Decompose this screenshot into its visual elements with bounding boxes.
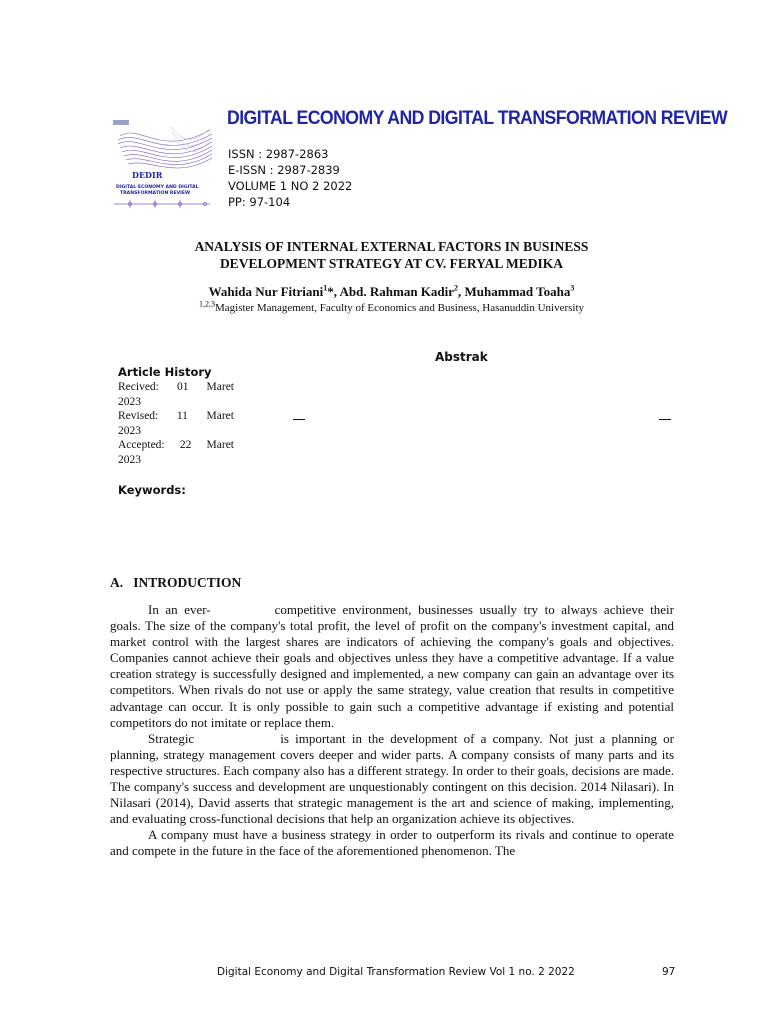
volume: VOLUME 1 NO 2 2022 bbox=[228, 179, 353, 193]
author-2: Abd. Rahman Kadir bbox=[339, 284, 455, 299]
journal-logo bbox=[110, 118, 216, 212]
journal-meta bbox=[228, 146, 352, 210]
abstract-heading: Abstrak bbox=[435, 350, 488, 364]
accepted-year: 2023 bbox=[118, 453, 141, 466]
affiliation-text: Magister Management, Faculty of Economics and Business, Hasanuddin University bbox=[214, 302, 585, 314]
pages: PP: 97-104 bbox=[228, 195, 291, 209]
paragraph-3: A company must have a business strategy in order to outperform its rivals and continue to operate and compete in the future in the face of the aforementioned phenomenon. The bbox=[110, 827, 674, 859]
author-3-sup: 3 bbox=[570, 283, 575, 293]
received-row bbox=[118, 380, 234, 395]
author-3: Muhammad Toaha bbox=[464, 284, 571, 299]
paragraph-1-start: In an ever- bbox=[148, 602, 211, 617]
accepted-day: 22 bbox=[179, 439, 192, 451]
paragraph-2-start: Strategic bbox=[148, 730, 195, 746]
paper-title-line1: ANALYSIS OF INTERNAL EXTERNAL FACTORS IN BUSINESS bbox=[194, 239, 589, 254]
eissn: E-ISSN : 2987-2839 bbox=[228, 163, 340, 177]
paragraph-2 bbox=[110, 731, 674, 828]
affiliation bbox=[110, 299, 673, 314]
introduction-heading: A. INTRODUCTION bbox=[110, 575, 242, 590]
affiliation-sup: 1,2,3 bbox=[198, 299, 215, 309]
page-number: 97 bbox=[662, 966, 676, 978]
accepted-row bbox=[118, 438, 234, 453]
revised-label: Revised: bbox=[118, 410, 159, 422]
received-label: Recived: bbox=[118, 381, 159, 393]
paper-title-line2: DEVELOPMENT STRATEGY AT CV. FERYAL MEDIKA bbox=[219, 256, 564, 271]
journal-title: DIGITAL ECONOMY AND DIGITAL TRANSFORMATION REVIEW bbox=[227, 108, 728, 129]
accepted-label: Accepted: bbox=[118, 439, 165, 451]
revised-day: 11 bbox=[176, 410, 188, 422]
article-history-heading: Article History bbox=[118, 365, 212, 379]
article-history bbox=[118, 380, 234, 467]
received-year: 2023 bbox=[118, 395, 141, 408]
corresponding-mark: *, bbox=[327, 284, 340, 299]
revised-year: 2023 bbox=[118, 424, 141, 437]
received-day: 01 bbox=[176, 381, 189, 393]
accepted-month: Maret bbox=[206, 439, 234, 451]
author-1: Wahida Nur Fitriani bbox=[208, 284, 324, 299]
abstract-dash-left bbox=[293, 419, 305, 420]
paragraph-1 bbox=[110, 602, 674, 731]
introduction-body bbox=[110, 602, 674, 860]
issn: ISSN : 2987-2863 bbox=[228, 147, 329, 161]
paragraph-1-rest: competitive environment, businesses usually try to always achieve their goals. The size of the company's total profit, the level of profit on the company's investment capital, and market control with the largest shares are indicators of achieving the company's goals and objectives. Companies cannot achieve their goals and objectives unless they have a competitive advantage. If a value creation strategy is successfully designed and implemented, a new company can gain an advantage over its competitors. When rivals do not use or apply the same strategy, value creation that results in competitive advantage can occur. It is only possible to gain such a competitive advantage if existing and potential competitors do not imitate or replace them. bbox=[110, 602, 674, 730]
author-1-sup: 1 bbox=[323, 283, 328, 293]
received-month: Maret bbox=[206, 381, 234, 393]
author-2-sup: 2 bbox=[454, 283, 459, 293]
logo-line2: TRANSFORMATION REVIEW bbox=[120, 191, 191, 196]
authors: Wahida Nur Fitriani$^1$*, Abd. Rahman Kadir$^2$, Muhammad Toaha$^3$ bbox=[208, 283, 575, 299]
revised-row bbox=[118, 409, 234, 424]
logo-line1: DIGITAL ECONOMY AND DIGITAL bbox=[116, 185, 199, 190]
abstract-dash-right bbox=[659, 419, 671, 420]
keywords-heading: Keywords: bbox=[118, 483, 186, 497]
footer-journal: Digital Economy and Digital Transformation Review Vol 1 no. 2 2022 bbox=[217, 966, 575, 978]
revised-month: Maret bbox=[206, 410, 234, 422]
paragraph-2-rest: is important in the development of a company. Not just a planning or planning, strategy management covers deeper and wider parts. A company consists of many parts and its respective structures. Each company also has a different strategy. In order to their goals, decisions are made. The company's success and development are unquestionably contingent on this decision. 2014 Nilasari). In Nilasari (2014), David asserts that strategic management is the art and science of making, implementing, and evaluating cross-functional decisions that help an organization achieve its objectives. bbox=[110, 730, 674, 827]
paper-title bbox=[110, 238, 673, 272]
logo-acronym: DEDIR bbox=[132, 170, 163, 180]
